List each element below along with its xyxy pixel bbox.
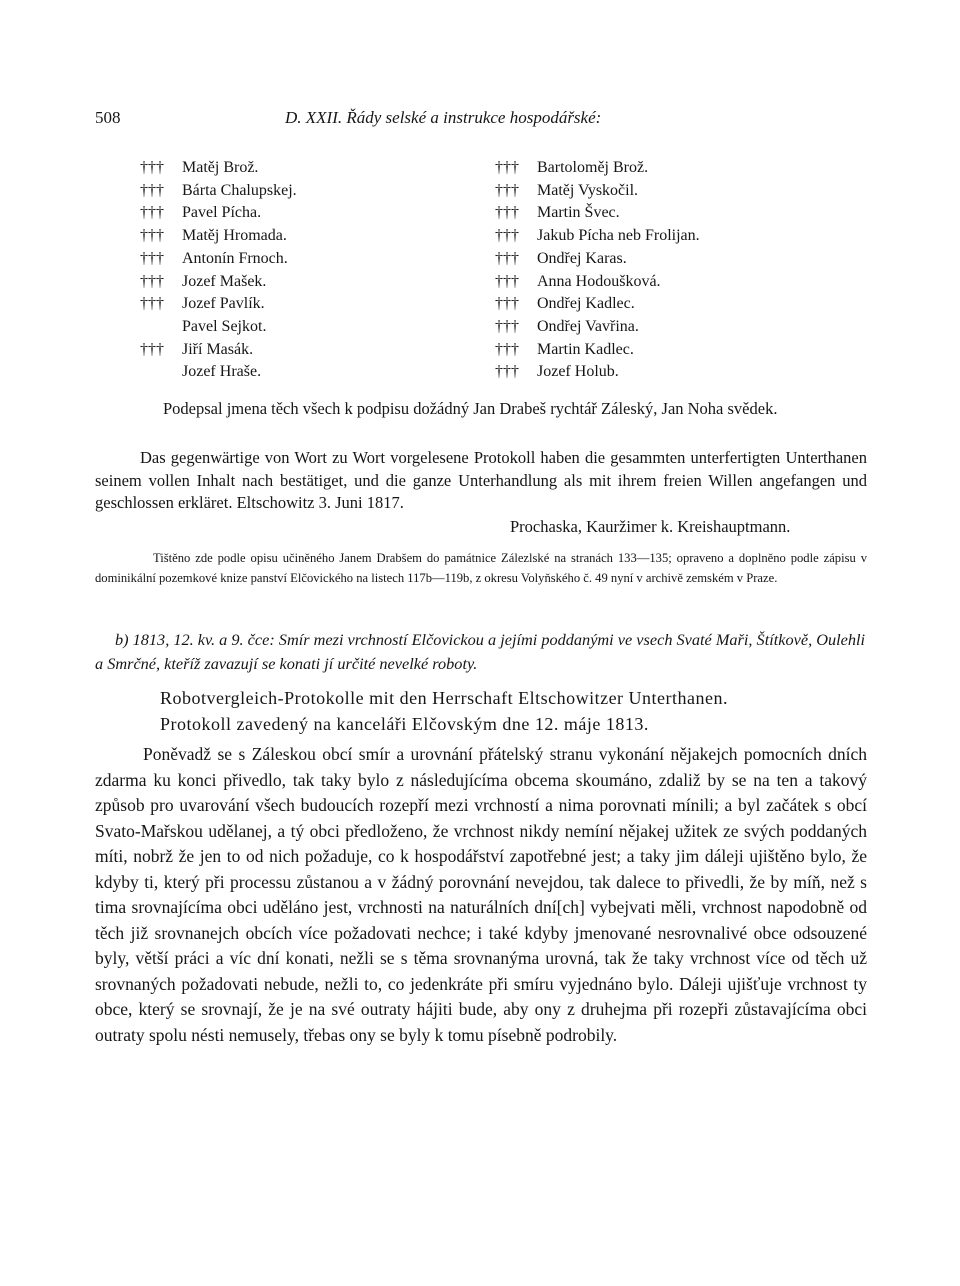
signatory-name: Jiří Masák. — [182, 340, 254, 358]
signature-row — [495, 248, 700, 271]
signatory-name: Ondřej Karas. — [537, 249, 627, 267]
signatory-name: Martin Kadlec. — [537, 340, 634, 358]
signature-row — [495, 225, 700, 248]
cross-mark: ††† — [495, 204, 519, 222]
signature-row — [495, 293, 700, 316]
signatory-name: Matěj Vyskočil. — [537, 181, 639, 199]
signature-row — [140, 293, 297, 316]
signatory-name: Matěj Brož. — [182, 159, 259, 176]
signatory-name: Ondřej Kadlec. — [537, 295, 635, 313]
signature-row — [140, 202, 297, 225]
cross-mark: ††† — [495, 340, 519, 358]
cross-mark: ††† — [140, 272, 164, 290]
section-subheading: b) 1813, 12. kv. a 9. čce: Smír mezi vrchností Elčovickou a jejími poddanými ve vsech Svaté Maři, Štítkově, Oulehli a Smrčné, kteříž zavazují se konati jí určité nevelké roboty. — [95, 630, 866, 673]
cross-mark: ††† — [140, 181, 164, 199]
signatory-name: Jozef Pavlík. — [182, 295, 265, 313]
source-note: Tištěno zde podle opisu učiněného Janem Drabšem do památnice Zálezlské na stranách 133—135; opraveno a doplněno podle zápisu v dominikální pozemkové knize panství Elčovického na listech 117b—119b, z okresu Volyňského č. 49 nyní v archivě zemském v Praze. — [95, 551, 867, 585]
signatory-name: Anna Hodoušková. — [537, 272, 661, 290]
cross-mark: ††† — [495, 272, 519, 290]
signatory-name: Matěj Hromada. — [182, 227, 287, 245]
cross-mark: ††† — [140, 204, 164, 222]
signature-row — [495, 157, 700, 180]
signature-row — [495, 271, 700, 294]
title-czech: Protokoll zavedený na kanceláři Elčovským dne 12. máje 1813. — [160, 714, 649, 734]
cross-mark: ††† — [140, 227, 164, 245]
signature-row — [495, 361, 700, 384]
signature-row — [140, 248, 297, 271]
signature-row — [495, 202, 700, 225]
cross-mark: ††† — [495, 295, 519, 313]
signing-paragraph: Podepsal jmena těch všech k podpisu dožádný Jan Drabeš rychtář Záleský, Jan Noha svědek. — [163, 399, 778, 418]
cross-mark: ††† — [140, 249, 164, 267]
signature-row — [140, 157, 297, 180]
title-german: Robotvergleich-Protokolle mit den Herrschaft Eltschowitzer Unterthanen. — [160, 688, 729, 708]
signature-row — [495, 316, 700, 339]
cross-mark: ††† — [495, 317, 519, 335]
signature-row — [140, 180, 297, 203]
signatory-name: Antonín Frnoch. — [182, 249, 288, 267]
signature-row — [140, 316, 297, 339]
cross-mark: ††† — [140, 295, 164, 313]
signature-row — [140, 271, 297, 294]
running-title: D. XXII. Řády selské a instrukce hospodářské: — [285, 108, 602, 127]
main-body-paragraph: Poněvadž se s Záleskou obcí smír a urovnání přátelský stranu vykonání nějakejch pomocních dních zdarma ku konci přivedlo, tak taky bylo z následujícíma obcema skoumáno, zdaliž by se na ten a takový způsob pro uvarování všech budoucích rozepří mezi vrchností a nima porovnati mínili; a byl začátek s obcí Svato-Mařskou udělanej, a tý obci předloženo, že vrchnost nikdy nemíní nějakej užitek ze svých poddaných míti, nobrž že jen to od nich požaduje, co k hospodářství zapotřebné jest; a taky jim dáleji ujištěno bylo, že kdyby ti, který při processu zůstanou a v žádný porovnání nevejdou, tak dalece to přivedli, že by míň, než s tima srovnajícíma obci uděláno jest, vrchnosti na naturálních dní[ch] vybejvati měli, vrchnost napodobně od těch již srovnanejch obcích více požadovati nechce; i také kdyby jmenované nesrovnalivé obce odsouzené byly, větší práci a víc dní konati, nežli se s těma srovnanýma urovná, tak že taky vrchnost více od těch už srovnaných požadovati nebude, nežli to, co jedenkráte při smíru vyjednáno bylo. Dáleji ujišťuje vrchnost ty obce, který se srovnají, že je na své outraty hájiti bude, aby ony z druhejma při rozepři zůstavajícíma obci outraty spolu nésti nemusely, třebas ony se byly k tomu písebně podrobily. — [95, 744, 867, 1045]
signatory-name: Jozef Mašek. — [182, 272, 267, 290]
signatory-name: Bárta Chalupskej. — [182, 181, 297, 199]
signatory-name: Bartoloměj Brož. — [537, 159, 649, 176]
cross-mark: ††† — [495, 159, 519, 176]
signature-row — [140, 225, 297, 248]
signatory-name: Pavel Pícha. — [182, 204, 262, 222]
signature-row — [140, 361, 297, 384]
page-number: 508 — [95, 108, 121, 127]
signatory-name: Jozef Hraše. — [182, 363, 262, 381]
protocol-paragraph: Das gegenwärtige von Wort zu Wort vorgelesene Protokoll haben die gesammten unterfertigten Unterthanen seinem vollen Inhalt nach bestätiget, und die ganze Unterhandlung als mit ihrem freien Willen angefangen und geschlossen erkläret. Eltschowitz 3. Juni 1817. — [95, 448, 867, 512]
signatory-name: Jozef Holub. — [537, 363, 619, 381]
signature-row — [495, 339, 700, 362]
official-signers: Prochaska, Kauržimer k. Kreishauptmann. — [510, 517, 791, 536]
cross-mark: ††† — [140, 340, 164, 358]
cross-mark: ††† — [495, 181, 519, 199]
signature-list-right — [495, 157, 700, 384]
signature-row — [495, 180, 700, 203]
signatory-name: Ondřej Vavřina. — [537, 317, 639, 335]
signature-row — [140, 339, 297, 362]
signature-list-left — [140, 157, 297, 384]
signatory-name: Martin Švec. — [537, 204, 620, 222]
cross-mark: ††† — [495, 249, 519, 267]
cross-mark: ††† — [140, 159, 164, 176]
cross-mark: ††† — [495, 363, 519, 381]
signatory-name: Jakub Pícha neb Frolijan. — [537, 227, 700, 245]
cross-mark: ††† — [495, 227, 519, 245]
signatory-name: Pavel Sejkot. — [182, 317, 267, 335]
